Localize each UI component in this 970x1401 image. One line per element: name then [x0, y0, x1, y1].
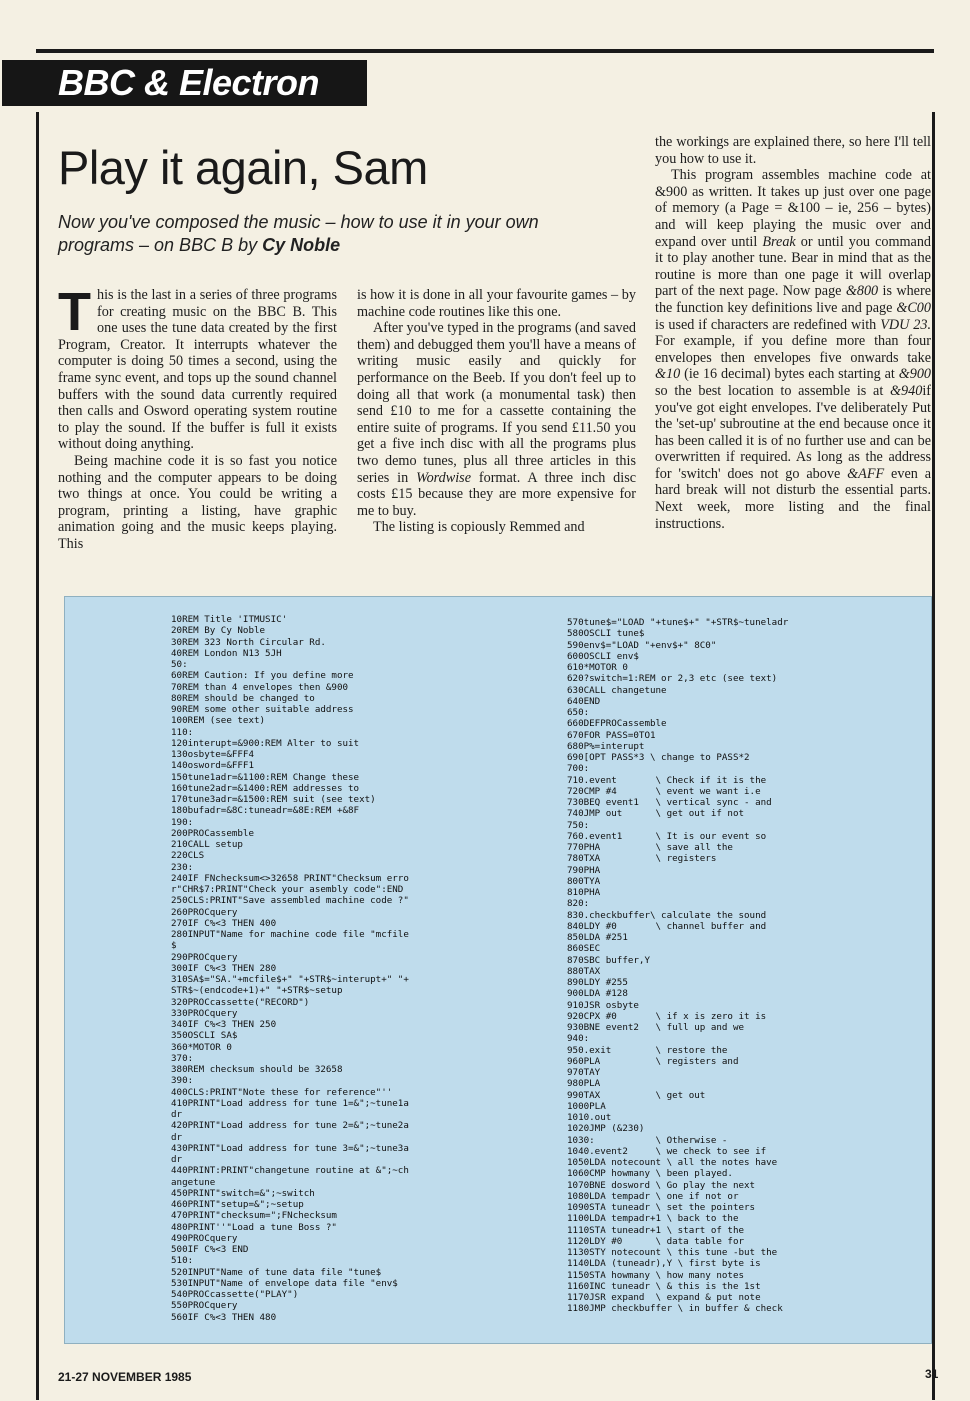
paragraph-text: if you've got eight envelopes. I've deliberately Put the 'set-up' subroutine at the end because once it has been called it is of no further use and can be overwritten if required. As long as the address for 'switch' does not go above: [655, 382, 931, 482]
paragraph: is how it is done in all your favourite games – by machine code routines like this one.: [357, 287, 636, 320]
paragraph-text: so the best location to assemble is at: [655, 382, 884, 399]
paragraph-text: is where the function key definitions live and page: [655, 283, 931, 316]
standfirst: [58, 211, 618, 257]
paragraph-text: This program assembles machine code at &900 as written. It takes up just over one page of memory (a Page = &100 – ie, 256 – bytes) and will keep playing the music over and expand over until: [655, 167, 931, 250]
top-rule: [36, 49, 934, 53]
paragraph-text: is used if characters are redefined with: [655, 316, 877, 333]
article-title: Play it again, Sam: [58, 141, 428, 194]
emphasis: &800: [845, 283, 879, 300]
emphasis: Wordwise: [416, 469, 471, 486]
paragraph-text: For example, if you define more than four envelopes then envelopes five onwards take: [655, 333, 931, 366]
paragraph: Being machine code it is so fast you notice nothing and the computer appears to be doing two things at once. You could be writing a program, printing a listing, have graphic animation going and the music keeps playing. This: [58, 452, 337, 552]
drop-cap: T: [58, 282, 91, 342]
paragraph: [58, 282, 337, 453]
paragraph-text: his is the last in a series of three programs for creating music on the BBC B. This one uses the tune data created by the first Program, Creator. It interrupts whatever the computer is doing 50 times a second, using the frame sync event, and tops up the sound channel buffers with the sound data currently required then calls and Osword operating system routine to play the sound. If the buffer is full it exists without doing anything.: [58, 287, 337, 453]
paragraph: The listing is copiously Remmed and: [373, 519, 585, 536]
body-column-2: [357, 287, 636, 536]
section-tag: BBC & Electron: [2, 60, 367, 106]
issue-date: 21-27 NOVEMBER 1985: [58, 1370, 192, 1384]
author-name: Cy Noble: [262, 235, 341, 255]
body-column-1: [58, 282, 337, 553]
paragraph: the workings are explained there, so here I'll tell you how to use it.: [655, 134, 931, 167]
left-border-rule: [36, 112, 39, 1400]
paragraph: [357, 320, 636, 519]
paragraph-text: or until you command it to play another tune. Bear in mind that as the routine is more than one page it will overlap part of the next page. Now page: [655, 233, 932, 300]
right-border-rule: [932, 112, 935, 1400]
emphasis: VDU 23.: [880, 316, 931, 333]
body-column-3: [655, 134, 931, 532]
emphasis: &10: [655, 366, 681, 383]
emphasis: &AFF: [847, 465, 885, 482]
paragraph-text: format. A three inch disc costs £15 because they are more expensive for me to buy.: [357, 469, 637, 519]
emphasis: &900: [898, 366, 932, 383]
paragraph-text: After you've typed in the programs (and saved them) and debugged them you'll have a means of writing music easily and quickly for performance on the Beeb. If you don't feel up to doing all that work (a monumental task) then send £10 to me for a cassette containing the entire suite of programs. If you send £11.50 you get a five inch disc with all the programs plus two demo tunes, plus all three articles in this series in: [357, 320, 636, 486]
standfirst-text: Now you've composed the music – how to use it in your own programs – on BBC B by: [58, 212, 539, 255]
emphasis: &940: [890, 382, 923, 399]
page-number: 31: [925, 1367, 939, 1381]
paragraph-text: even a hard break will not disturb the essential parts. Next week, more listing and the final instructions.: [655, 465, 931, 532]
listing-right-column: 570tune$="LOAD "+tune$+" "+STR$~tuneladr 580OSCLI tune$ 590env$="LOAD "+env$+" 8C0" 600OSCLI env$ 610*MOTOR 0 620?switch=1:REM or 2,3 etc (see text) 630CALL changetune 640END 650: 660DEFPROCassemble 670FOR PASS=0TO1 680P%=interupt 690[OPT PASS*3 \ change to PASS*2 700: 710.event \ Check if it is the 720CMP #4 \ event we want i.e 730BEQ event1 \ vertical sync - and 740JMP out \ get out if not 750: 760.event1 \ It is our event so 770PHA \ save all the 780TXA \ registers 790PHA 800TYA 810PHA 820: 830.checkbuffer\ calculate the sound 840LDY #0 \ channel buffer and 850LDA #251 860SEC 870SBC buffer,Y 880TAX 890LDY #255 900LDA #128 910JSR osbyte 920CPX #0 \ if x is zero it is 930BNE event2 \ full up and we 940: 950.exit \ restore the 960PLA \ registers and 970TAY 980PLA 990TAX \ get out 1000PLA 1010.out 1020JMP (&230) 1030: \ Otherwise - 1040.event2 \ we check to see if 1050LDA notecount \ all the notes have 1060CMP howmany \ been played. 1070BNE dosword \ Go play the next 1080LDA tempadr \ one if not or 1090STA tuneadr \ set the pointers 1100LDA tempadr+1 \ back to the 1110STA tuneadr+1 \ start of the 1120LDY #0 \ data table for 1130STY notecount \ this tune -but the 1140LDA (tuneadr),Y \ first byte is 1150STA howmany \ how many notes 1160INC tuneadr \ & this is the 1st 1170JSR expand \ expand & put note 1180JMP checkbuffer \ in buffer & check: [567, 617, 789, 1315]
emphasis: &C00: [896, 299, 931, 316]
paragraph-text: (ie 16 decimal) bytes each starting at: [684, 366, 895, 383]
listing-left-column: 10REM Title 'ITMUSIC' 20REM By Cy Noble 30REM 323 North Circular Rd. 40REM London N13 5JH 50: 60REM Caution: If you define more 70REM than 4 envelopes then &900 80REM should be changed to 90REM some other suitable address 100REM (see text) 110: 120interupt=&900:REM Alter to suit 130osbyte=&FFF4 140osword=&FFF1 150tune1adr=&1100:REM Change these 160tune2adr=&1400:REM addresses to 170tune3adr=&1500:REM suit (see text) 180bufadr=&8C:tuneadr=&8E:REM +&8F 190: 200PROCassemble 210CALL setup 220CLS 230: 240IF FNchecksum<>32658 PRINT"Checksum erro r"CHR$7:PRINT"Check your asembly code":END 250CLS:PRINT"Save assembled machine code ?" 260PROCquery 270IF C%<3 THEN 400 280INPUT"Name for machine code file "mcfile $ 290PROCquery 300IF C%<3 THEN 280 310SA$="SA."+mcfile$+" "+STR$~interupt+" "+ STR$~(endcode+1)+" "+STR$~setup 320PROCcassette("RECORD") 330PROCquery 340IF C%<3 THEN 250 350OSCLI SA$ 360*MOTOR 0 370: 380REM checksum should be 32658 390: 400CLS:PRINT"Note these for reference"'' 410PRINT"Load address for tune 1=&";~tune1a dr 420PRINT"Load address for tune 2=&";~tune2a dr 430PRINT"Load address for tune 3=&";~tune3a dr 440PRINT:PRINT"changetune routine at &";~ch angetune 450PRINT"switch=&";~switch 460PRINT"setup=&";~setup 470PRINT"checksum=";FNchecksum 480PRINT''"Load a tune Boss ?" 490PROCquery 500IF C%<3 END 510: 520INPUT"Name of tune data file "tune$ 530INPUT"Name of envelope data file "env$ 540PROCcassette("PLAY") 550PROCquery 560IF C%<3 THEN 480: [171, 614, 409, 1323]
paragraph: [655, 167, 931, 532]
program-listing-box: [64, 596, 932, 1344]
emphasis: Break: [762, 233, 796, 250]
